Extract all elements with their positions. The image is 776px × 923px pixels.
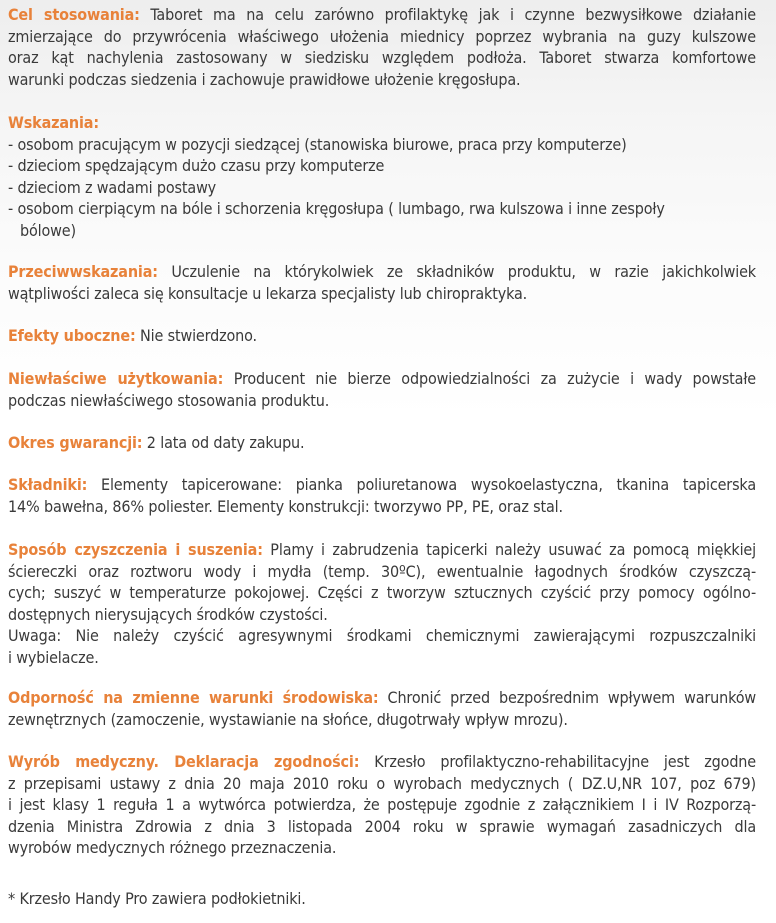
declaration-line-5: wyrobów medycznych różnego przeznaczenia. (8, 838, 337, 857)
indications-item: - dzieciom spędzającym dużo czasu przy komputerze (8, 156, 385, 175)
contraindications-label: Przeciwwskazania: (8, 262, 158, 281)
section-cleaning (8, 539, 756, 668)
resistance-line-2: zewnętrznych (zamoczenie, wystawianie na słońce, długotrwały wpływ mrozu). (8, 709, 568, 729)
section-warranty (8, 432, 756, 454)
resistance-label: Odporność na zmienne warunki środowiska: (8, 688, 379, 707)
indications-item-continuation: bólowe) (20, 220, 76, 240)
indications-item: - dzieciom z wadami postawy (8, 177, 217, 197)
side-effects-text: Nie stwierdzono. (135, 326, 257, 345)
indications-item: - osobom cierpiącym na bóle i schorzenia kręgosłupa ( lumbago, rwa kulszowa i inne zespoły (8, 199, 665, 218)
contraindications-line-1: Przeciwwskazania: Uczulenie na którykolwiek ze składników produktu, w razie jakichkolwiek (8, 262, 756, 281)
purpose-line-4: warunki podczas siedzenia i zachowuje prawidłowe ułożenie kręgosłupa. (8, 69, 521, 89)
cleaning-line-2: ściereczki oraz roztworu wody i mydła (temp. 30ºC), ewentualnie łagodnych środków czyszczą- (8, 561, 756, 581)
cleaning-line-4: dostępnych nierysujących środków czystości. (8, 604, 328, 624)
side-effects-label: Efekty uboczne: (8, 326, 136, 345)
purpose-line-2: zmierzające do przywrócenia właściwego ułożenia miednicy poprzez wybrania na guzy kulszowe (8, 26, 756, 46)
contraindications-line-2: wątpliwości zaleca się konsultacje u lekarza specjalisty lub chiropraktyka. (8, 283, 528, 303)
improper-use-label: Niewłaściwe użytkowania: (8, 369, 224, 388)
footnote (8, 888, 756, 910)
declaration-line-3: i jest klasy 1 reguła 1 a wytwórca potwierdza, że postępuje zgodnie z załącznikiem I i IV Rozporzą- (8, 795, 756, 814)
section-environmental-resistance (8, 687, 756, 730)
cleaning-line-1: Sposób czyszczenia i suszenia: Plamy i zabrudzenia tapicerki należy usuwać za pomocą miękkiej (8, 540, 756, 559)
indications-label: Wskazania: (8, 113, 99, 132)
declaration-line-4: dzenia Ministra Zdrowia z dnia 3 listopada 2004 roku w sprawie wymagań zasadniczych dla (8, 816, 756, 836)
cleaning-label: Sposób czyszczenia i suszenia: (8, 540, 263, 559)
section-medical-device-declaration (8, 751, 756, 859)
section-contraindications (8, 261, 756, 304)
purpose-line-1: Cel stosowania: Taboret ma na celu zarówno profilaktykę jak i czynne bezwysiłkowe działanie (8, 5, 757, 24)
warranty-label: Okres gwarancji: (8, 433, 143, 452)
declaration-label: Wyrób medyczny. Deklaracja zgodności: (8, 752, 360, 771)
ingredients-line-1: Składniki: Elementy tapicerowane: pianka poliuretanowa wysokoelastyczna, tkanina tapicerska (8, 475, 756, 494)
declaration-line-1: Wyrób medyczny. Deklaracja zgodności: Krzesło profilaktyczno-rehabilitacyjne jest zgodne (8, 752, 756, 771)
section-side-effects (8, 325, 756, 347)
footnote-text: * Krzesło Handy Pro zawiera podłokietniki. (8, 889, 306, 908)
section-purpose (8, 4, 756, 90)
resistance-line-1: Odporność na zmienne warunki środowiska: Chronić przed bezpośrednim wpływem warunków (8, 688, 756, 707)
declaration-line-2: z przepisami ustawy z dnia 20 maja 2010 roku o wyrobach medycznych ( DZ.U,NR 107, poz 679) (8, 773, 756, 793)
improper-use-line-1: Niewłaściwe użytkowania: Producent nie bierze odpowiedzialności za zużycie i wady powstałe (8, 369, 756, 388)
purpose-label: Cel stosowania: (8, 5, 140, 24)
cleaning-line-6: i wybielacze. (8, 647, 99, 667)
cleaning-line-3: cych; suszyć w temperaturze pokojowej. Części z tworzyw sztucznych czyścić przy pomocy ogólno- (8, 583, 756, 602)
improper-use-line-2: podczas niewłaściwego stosowania produktu. (8, 390, 330, 410)
indications-item: - osobom pracującym w pozycji siedzącej (stanowiska biurowe, praca przy komputerze) (8, 134, 627, 154)
purpose-line-3: oraz kąt nachylenia zastosowany w siedzisku względem podłoża. Taboret stwarza komfortowe (8, 48, 756, 67)
warranty-text: 2 lata od daty zakupu. (142, 433, 305, 452)
section-indications (8, 112, 756, 241)
section-ingredients (8, 474, 756, 517)
ingredients-label: Składniki: (8, 475, 88, 494)
section-improper-use (8, 368, 756, 411)
ingredients-line-2: 14% bawełna, 86% poliester. Elementy konstrukcji: tworzywo PP, PE, oraz stal. (8, 496, 563, 516)
cleaning-line-5: Uwaga: Nie należy czyścić agresywnymi środkami chemicznymi zawierającymi rozpuszczalniki (8, 626, 756, 645)
